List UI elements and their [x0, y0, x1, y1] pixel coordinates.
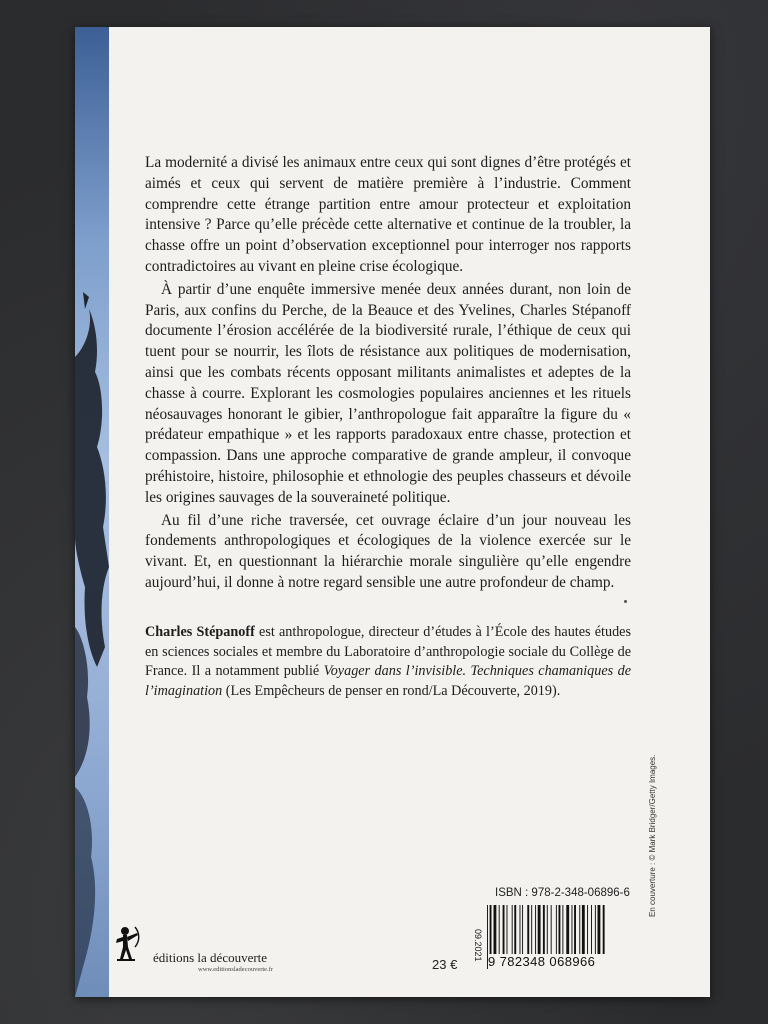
- author-bio: [145, 623, 631, 701]
- bio-text-1: est anthropologue, directeur d’études à l’École des hautes études en sciences sociales et membre du Laboratoire d’anthropologie sociale du Collège de France. Il a notamment publié: [145, 624, 631, 680]
- photo-credit: En couverture : © Mark Bridger/Getty Images.: [648, 754, 657, 917]
- blurb-paragraph-1: La modernité a divisé les animaux entre ceux qui sont dignes d’être protégés et aimés et ceux qui servent de matière première à l’industrie. Comment comprendre cette étrange partition entre amour protecteur et exploitation intensive ? Parce qu’elle précède cette alternative et continue de la troubler, la chasse offre un point d’observation exceptionnel pour interroger nos rapports contradictoires au vivant en pleine crise écologique.: [145, 154, 631, 275]
- blurb-paragraph-3: Au fil d’une riche traversée, cet ouvrage éclaire d’un jour nouveau les fondements anthropologiques et écologiques de la violence exercée sur le vivant. Et, en questionnant la hiérarchie morale singulière qu’elle engendre aujourd’hui, il donne à notre regard sensible une autre profondeur de champ.: [145, 511, 631, 591]
- previous-book-title: Voyager dans l’invisible. Techniques chamaniques de l’imagination: [145, 663, 631, 699]
- cover-photo-edge: [75, 27, 109, 997]
- publisher-name: éditions la découverte: [153, 950, 268, 965]
- bio-text-2: (Les Empêcheurs de penser en rond/La Découverte, 2019).: [222, 682, 561, 699]
- author-name: Charles Stépanoff: [145, 624, 255, 640]
- decorative-dot: [624, 600, 627, 603]
- price: 23 €: [432, 957, 458, 972]
- book-back-cover: [75, 27, 710, 997]
- isbn: ISBN : 978-2-348-06896-6: [495, 887, 630, 899]
- barcode-digits: 9 782348 068966: [488, 954, 636, 969]
- code-date: 09.2021: [473, 929, 483, 962]
- antler-silhouette: [75, 27, 109, 997]
- publisher-url: www.editionsladecouverte.fr: [198, 966, 274, 973]
- blurb-paragraph-2: À partir d’une enquête immersive menée deux années durant, non loin de Paris, aux confins du Perche, de la Beauce et des Yvelines, Charles Stépanoff documente l’érosion accélérée de la biodiversité rurale, l’éthique de ceux qui tuent pour se nourrir, les îlots de résistance aux politiques de modernisation, ainsi que les combats récents opposant militants animalistes et adeptes de la chasse à courre. Explorant les cosmologies populaires anciennes et les rituels néosauvages honorant le gibier, l’anthropologue fait apparaître la figure du « prédateur empathique » et les rapports paradoxaux entre chasse, protection et compassion. Dans une approche comparative de grande ampleur, il convoque préhistoire, histoire, philosophie et ethnologie des peuples chasseurs et dévoile les origines sauvages de la souveraineté politique.: [145, 280, 631, 506]
- blurb: [145, 153, 631, 594]
- publisher-logo-icon: [113, 925, 141, 969]
